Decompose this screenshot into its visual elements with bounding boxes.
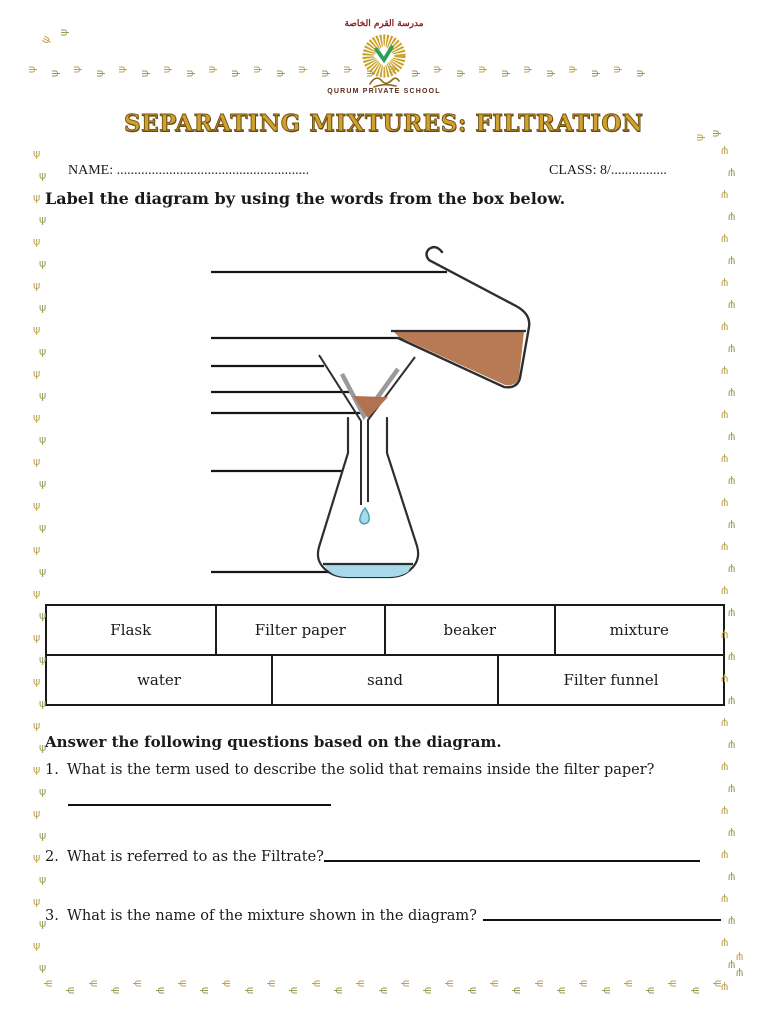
class-blank: ................ bbox=[610, 163, 667, 178]
bird-track-icon: ψ bbox=[728, 211, 736, 224]
bird-track-icon: ψ bbox=[154, 986, 168, 995]
question-text: What is the name of the mixture shown in the diagram? bbox=[67, 908, 477, 924]
bird-track-icon: ψ bbox=[728, 915, 736, 928]
bird-track-icon: ψ bbox=[137, 69, 151, 78]
bird-track-icon: ψ bbox=[728, 871, 736, 884]
word-bank-cell: Flask bbox=[47, 606, 217, 654]
bird-track-icon: ψ bbox=[39, 257, 47, 270]
bird-track-icon: ψ bbox=[221, 979, 235, 988]
bird-track-icon: ψ bbox=[728, 827, 736, 840]
bird-track-icon: ψ bbox=[33, 499, 41, 512]
bird-track-icon: ψ bbox=[33, 411, 41, 424]
bird-track-icon: ψ bbox=[243, 986, 257, 995]
bird-track-icon: ψ bbox=[39, 741, 47, 754]
bird-track-icon: ψ bbox=[721, 937, 729, 950]
bird-track-icon: ψ bbox=[39, 873, 47, 886]
word-bank-cell: Filter paper bbox=[217, 606, 387, 654]
bird-track-icon: ψ bbox=[39, 609, 47, 622]
bird-track-icon: ψ bbox=[39, 829, 47, 842]
answer-blank-2 bbox=[324, 846, 700, 862]
bird-track-icon: ψ bbox=[645, 986, 659, 995]
bird-track-icon: ψ bbox=[542, 69, 556, 78]
bird-track-icon: ψ bbox=[721, 453, 729, 466]
bird-track-icon: ψ bbox=[160, 65, 174, 74]
answer-blank-3 bbox=[483, 905, 721, 921]
bird-track-icon: ψ bbox=[489, 979, 503, 988]
bird-track-icon: ψ bbox=[47, 69, 61, 78]
question-number: 1. bbox=[45, 762, 59, 778]
bird-track-icon: ψ bbox=[728, 519, 736, 532]
bird-track-icon: ψ bbox=[70, 65, 84, 74]
bird-track-icon: ψ bbox=[377, 986, 391, 995]
bird-track-icon: ψ bbox=[39, 389, 47, 402]
bird-track-icon: ψ bbox=[520, 65, 534, 74]
bird-track-icon: ψ bbox=[721, 981, 729, 994]
bird-track-icon: ψ bbox=[399, 979, 413, 988]
bird-track-icon: ψ bbox=[25, 65, 39, 74]
class-field bbox=[549, 163, 667, 179]
question-number: 2. bbox=[45, 849, 59, 865]
bird-track-icon: ψ bbox=[721, 629, 729, 642]
bird-track-icon: ψ bbox=[600, 986, 614, 995]
bird-track-icon: ψ bbox=[199, 986, 213, 995]
question-text: What is the term used to describe the solid that remains inside the filter paper? bbox=[67, 762, 655, 778]
bird-track-icon: ψ bbox=[39, 345, 47, 358]
bird-track-icon: ψ bbox=[693, 133, 707, 142]
word-bank-row-1 bbox=[47, 606, 723, 656]
bird-track-icon: ψ bbox=[33, 807, 41, 820]
name-label: NAME: bbox=[68, 163, 114, 178]
bird-track-icon: ψ bbox=[310, 979, 324, 988]
bird-track-icon: ψ bbox=[728, 651, 736, 664]
bird-track-icon: ψ bbox=[33, 191, 41, 204]
bird-track-icon: ψ bbox=[728, 167, 736, 180]
bird-track-icon: ψ bbox=[578, 979, 592, 988]
bird-track-icon: ψ bbox=[721, 673, 729, 686]
bird-track-icon: ψ bbox=[87, 979, 101, 988]
bird-track-icon: ψ bbox=[33, 851, 41, 864]
bird-track-icon: ψ bbox=[728, 475, 736, 488]
water-drop bbox=[360, 508, 369, 524]
bird-track-icon: ψ bbox=[39, 785, 47, 798]
question-3 bbox=[45, 908, 723, 924]
bird-track-icon: ψ bbox=[728, 563, 736, 576]
bird-track-icon: ψ bbox=[250, 65, 264, 74]
bird-track-icon: ψ bbox=[39, 213, 47, 226]
bird-track-icon: ψ bbox=[33, 323, 41, 336]
answer-questions-heading: Answer the following questions based on the diagram. bbox=[45, 733, 502, 751]
bird-track-icon: ψ bbox=[444, 979, 458, 988]
bird-track-icon: ψ bbox=[33, 939, 41, 952]
name-field bbox=[68, 163, 309, 179]
bird-track-icon: ψ bbox=[466, 986, 480, 995]
bird-track-icon: ψ bbox=[721, 717, 729, 730]
bird-track-icon: ψ bbox=[57, 28, 71, 37]
bird-track-icon: ψ bbox=[721, 761, 729, 774]
bird-track-icon: ψ bbox=[39, 169, 47, 182]
bird-track-icon: ψ bbox=[736, 967, 744, 980]
answer-blank-1 bbox=[68, 804, 331, 806]
bird-track-icon: ψ bbox=[38, 33, 54, 46]
bird-track-icon: ψ bbox=[632, 69, 646, 78]
bird-track-icon: ψ bbox=[33, 279, 41, 292]
word-bank-cell: Filter funnel bbox=[563, 671, 659, 689]
bird-track-icon: ψ bbox=[497, 69, 511, 78]
bird-track-icon: ψ bbox=[728, 739, 736, 752]
bird-track-icon: ψ bbox=[721, 497, 729, 510]
school-name-english: QURUM PRIVATE SCHOOL bbox=[327, 88, 441, 95]
bird-track-icon: ψ bbox=[728, 343, 736, 356]
bird-track-icon: ψ bbox=[272, 69, 286, 78]
bird-track-icon: ψ bbox=[132, 979, 146, 988]
bird-track-icon: ψ bbox=[475, 65, 489, 74]
bird-track-icon: ψ bbox=[39, 565, 47, 578]
bird-track-icon: ψ bbox=[33, 543, 41, 556]
bird-track-icon: ψ bbox=[266, 979, 280, 988]
bird-track-icon: ψ bbox=[33, 763, 41, 776]
bird-track-icon: ψ bbox=[33, 455, 41, 468]
bird-track-icon: ψ bbox=[533, 979, 547, 988]
bird-track-icon: ψ bbox=[721, 277, 729, 290]
bird-track-icon: ψ bbox=[721, 893, 729, 906]
bird-track-icon: ψ bbox=[33, 367, 41, 380]
bird-track-icon: ψ bbox=[43, 979, 57, 988]
name-blank: ....................................................... bbox=[116, 163, 310, 178]
bird-track-icon: ψ bbox=[721, 849, 729, 862]
word-bank-cell: water bbox=[47, 656, 273, 704]
bird-track-icon: ψ bbox=[333, 986, 347, 995]
bird-track-icon: ψ bbox=[430, 65, 444, 74]
bird-track-icon: ψ bbox=[556, 986, 570, 995]
bird-track-icon: ψ bbox=[689, 986, 703, 995]
bird-track-icon: ψ bbox=[39, 521, 47, 534]
bird-track-icon: ψ bbox=[33, 147, 41, 160]
bird-track-icon: ψ bbox=[39, 477, 47, 490]
bird-track-icon: ψ bbox=[39, 301, 47, 314]
bird-track-icon: ψ bbox=[721, 541, 729, 554]
bird-track-icon: ψ bbox=[362, 69, 376, 78]
bird-track-icon: ψ bbox=[295, 65, 309, 74]
bird-track-icon: ψ bbox=[33, 719, 41, 732]
bird-track-icon: ψ bbox=[721, 233, 729, 246]
bird-track-icon: ψ bbox=[407, 69, 421, 78]
school-name-arabic: مدرسة القرم الخاصة bbox=[344, 19, 424, 29]
class-label: CLASS: 8/ bbox=[549, 163, 611, 178]
bird-track-icon: ψ bbox=[667, 979, 681, 988]
bird-track-icon: ψ bbox=[721, 189, 729, 202]
bird-track-icon: ψ bbox=[39, 961, 47, 974]
bird-track-icon: ψ bbox=[610, 65, 624, 74]
bird-track-icon: ψ bbox=[728, 607, 736, 620]
bird-track-icon: ψ bbox=[39, 433, 47, 446]
word-bank-row-2 bbox=[47, 656, 723, 704]
water bbox=[324, 565, 412, 577]
bird-track-icon: ψ bbox=[511, 986, 525, 995]
bird-track-icon: ψ bbox=[39, 697, 47, 710]
bird-track-icon: ψ bbox=[33, 631, 41, 644]
filtration-diagram bbox=[0, 230, 768, 600]
bird-track-icon: ψ bbox=[587, 69, 601, 78]
bird-track-icon: ψ bbox=[721, 585, 729, 598]
bird-track-icon: ψ bbox=[115, 65, 129, 74]
bird-track-icon: ψ bbox=[728, 431, 736, 444]
question-text: What is referred to as the Filtrate? bbox=[67, 849, 324, 865]
bird-track-icon: ψ bbox=[721, 321, 729, 334]
bird-track-icon: ψ bbox=[422, 986, 436, 995]
bird-track-icon: ψ bbox=[709, 129, 723, 138]
bird-track-icon: ψ bbox=[452, 69, 466, 78]
bird-track-icon: ψ bbox=[39, 917, 47, 930]
word-bank-cell: beaker bbox=[386, 606, 556, 654]
bird-track-icon: ψ bbox=[728, 387, 736, 400]
bird-track-icon: ψ bbox=[355, 979, 369, 988]
bird-track-icon: ψ bbox=[317, 69, 331, 78]
bird-track-icon: ψ bbox=[182, 69, 196, 78]
bird-track-icon: ψ bbox=[728, 299, 736, 312]
bird-track-icon: ψ bbox=[712, 979, 726, 988]
header-fields bbox=[0, 163, 768, 183]
bird-track-icon: ψ bbox=[33, 895, 41, 908]
bird-track-icon: ψ bbox=[565, 65, 579, 74]
bird-track-icon: ψ bbox=[721, 365, 729, 378]
word-bank-table bbox=[45, 604, 725, 706]
bird-track-icon: ψ bbox=[385, 65, 399, 74]
question-number: 3. bbox=[45, 908, 59, 924]
word-bank-cell: mixture bbox=[609, 621, 669, 639]
bird-track-icon: ψ bbox=[33, 675, 41, 688]
bird-track-icon: ψ bbox=[728, 695, 736, 708]
bird-track-icon: ψ bbox=[227, 69, 241, 78]
page-title: SEPARATING MIXTURES: FILTRATION bbox=[124, 110, 644, 137]
word-bank-cell: sand bbox=[273, 656, 499, 704]
bird-track-icon: ψ bbox=[33, 235, 41, 248]
bird-track-icon: ψ bbox=[736, 951, 744, 964]
funnel-outline bbox=[319, 355, 415, 505]
bird-track-icon: ψ bbox=[728, 255, 736, 268]
bird-track-icon: ψ bbox=[39, 653, 47, 666]
bird-track-icon: ψ bbox=[92, 69, 106, 78]
bird-track-icon: ψ bbox=[728, 783, 736, 796]
question-2 bbox=[45, 849, 723, 865]
bird-track-icon: ψ bbox=[340, 65, 354, 74]
label-diagram-instruction: Label the diagram by using the words from the box below. bbox=[45, 189, 566, 208]
bird-track-icon: ψ bbox=[721, 145, 729, 158]
bird-track-icon: ψ bbox=[728, 959, 736, 972]
bird-track-icon: ψ bbox=[205, 65, 219, 74]
question-1 bbox=[45, 762, 723, 778]
bird-track-icon: ψ bbox=[721, 409, 729, 422]
bird-track-icon: ψ bbox=[721, 805, 729, 818]
bird-track-icon: ψ bbox=[110, 986, 124, 995]
bird-track-icon: ψ bbox=[65, 986, 79, 995]
bird-track-icon: ψ bbox=[33, 587, 41, 600]
bird-track-icon: ψ bbox=[288, 986, 302, 995]
bird-track-icon: ψ bbox=[176, 979, 190, 988]
bird-track-icon: ψ bbox=[622, 979, 636, 988]
